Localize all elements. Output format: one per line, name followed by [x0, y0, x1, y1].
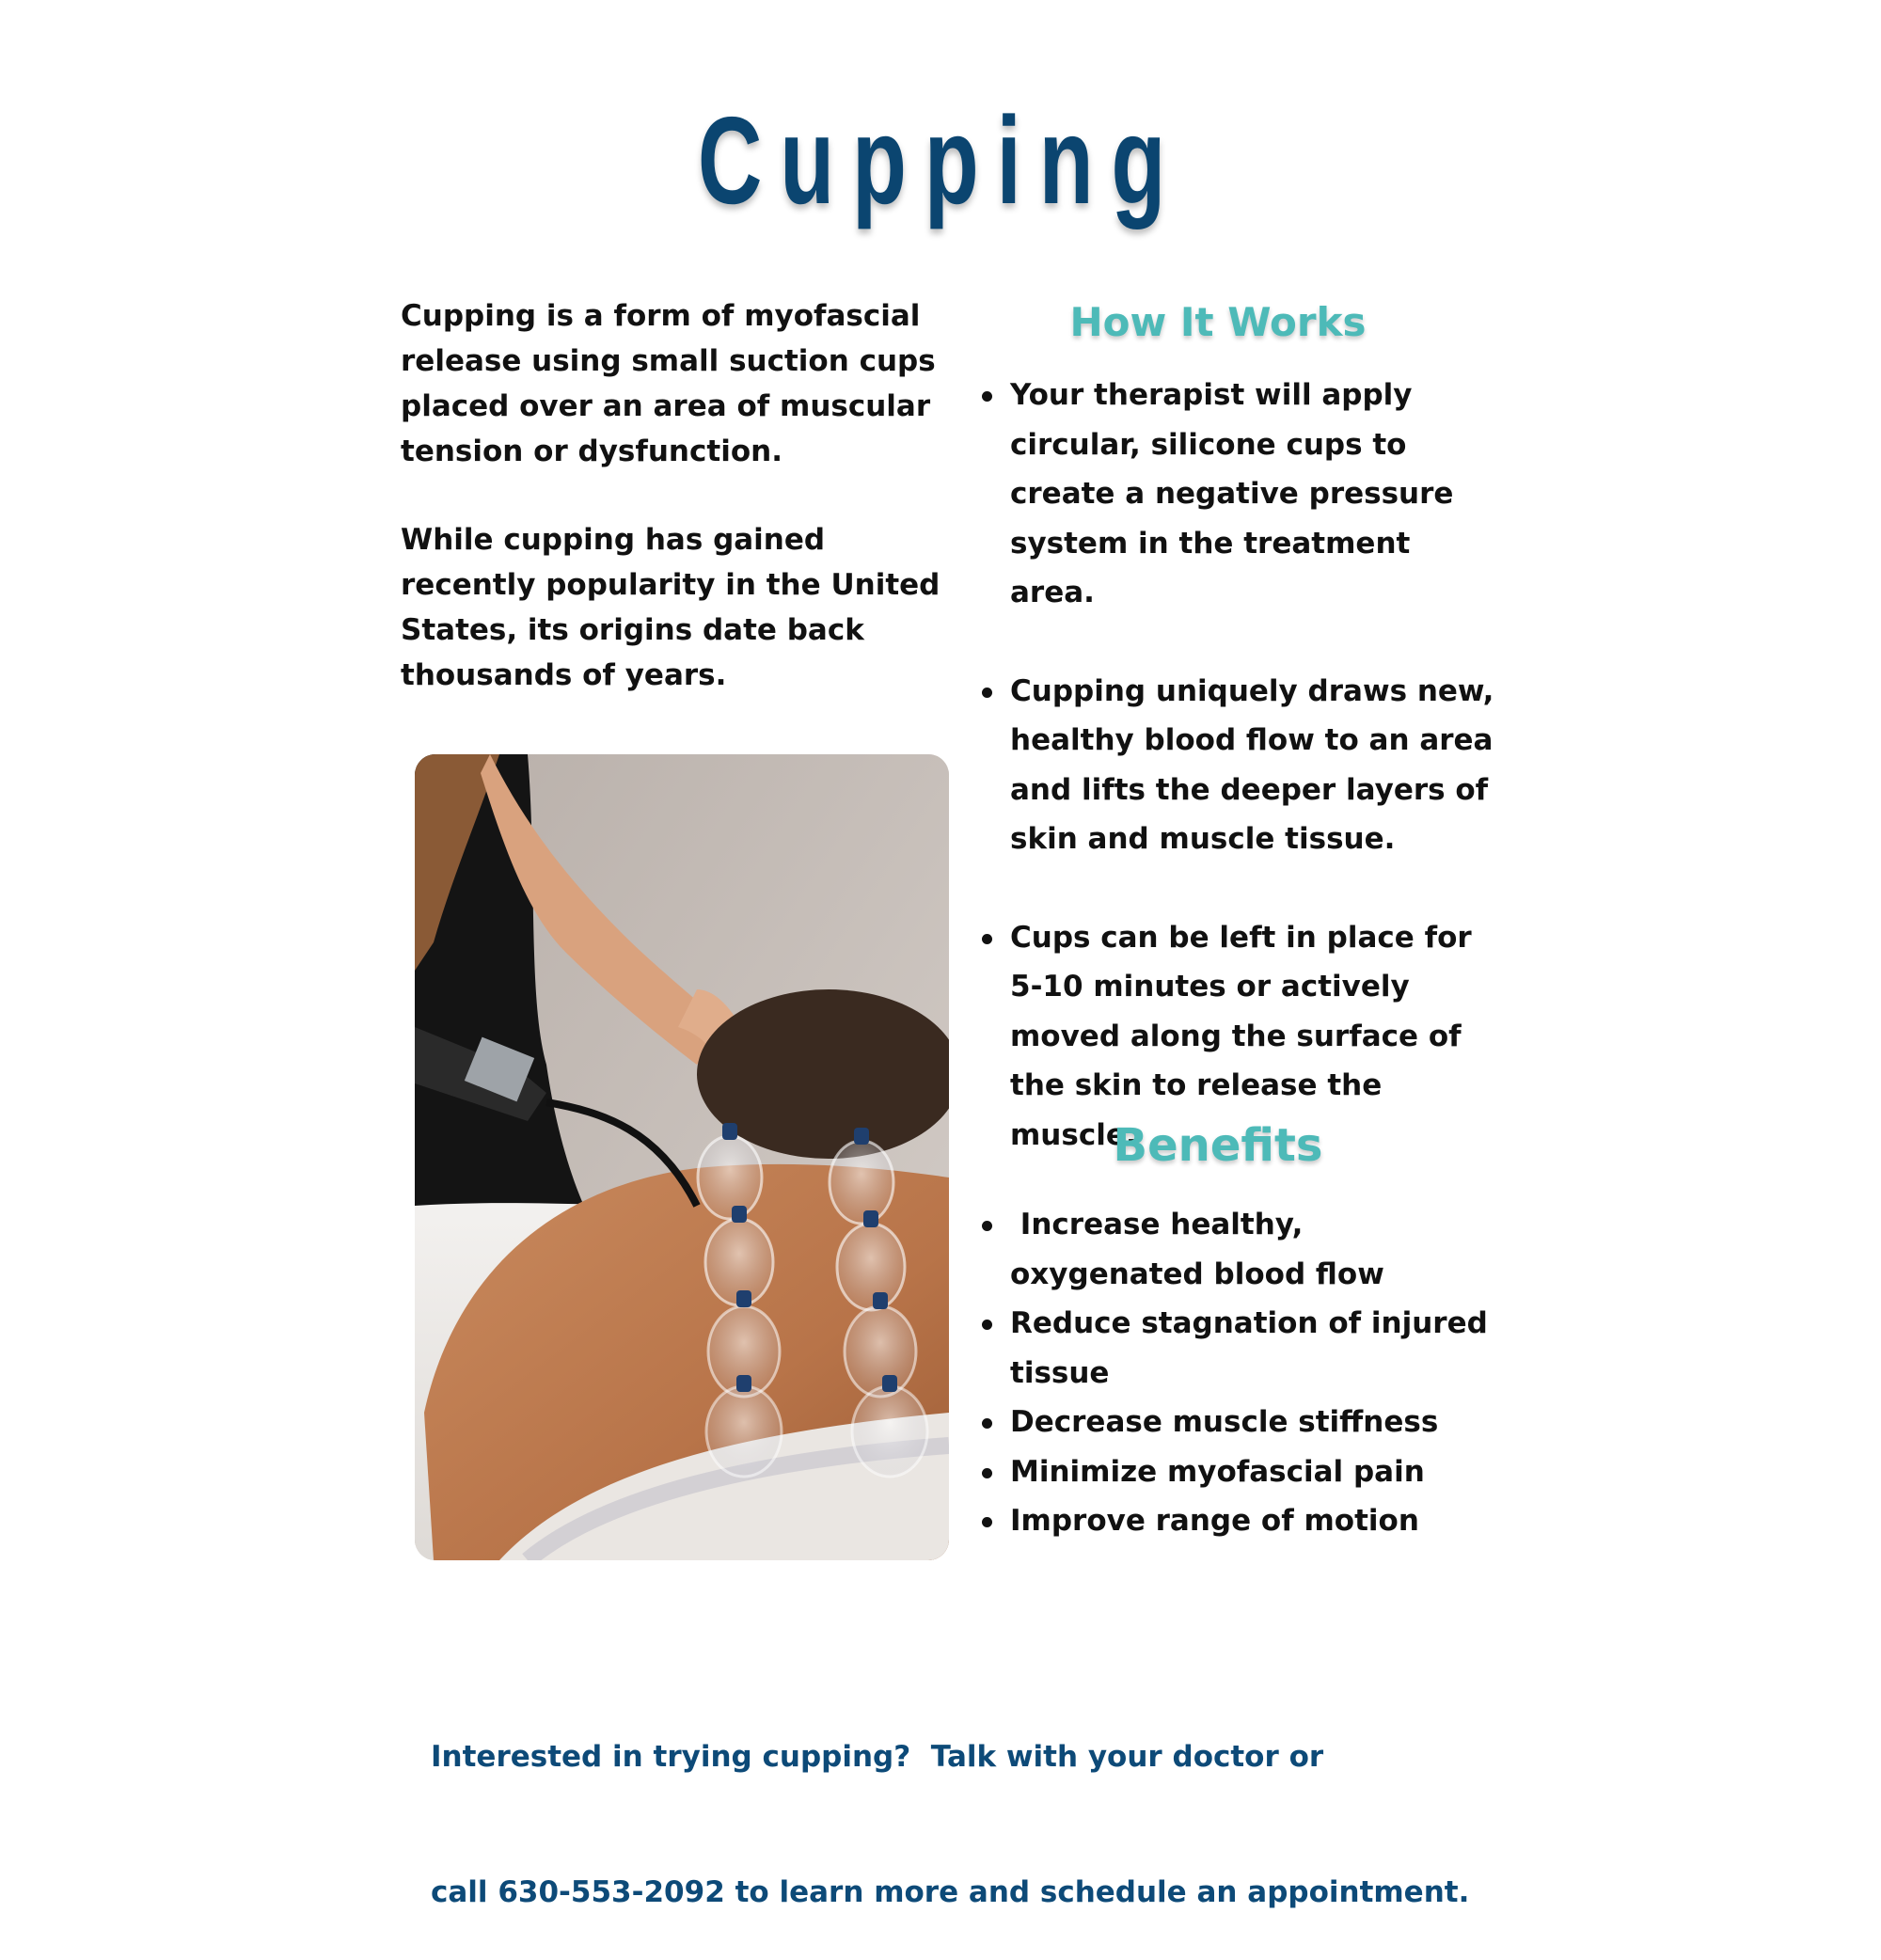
cupping-treatment-photo	[415, 754, 949, 1560]
cupping-photo-illustration	[415, 754, 949, 1560]
call-to-action	[431, 1644, 1559, 1960]
page-title: Cupping	[697, 91, 1184, 229]
how-it-works-heading: How It Works	[1069, 299, 1367, 345]
list-item: Cups can be left in place for 5-10 minutes or actively moved along the surface of the skin to release the muscle.	[978, 913, 1505, 1161]
list-item: Your therapist will apply circular, silicone cups to create a negative pressure system in the treatment area.	[978, 371, 1505, 618]
cta-line-1: Interested in trying cupping? Talk with your doctor or	[431, 1740, 1324, 1774]
list-item: Decrease muscle stiffness	[978, 1398, 1505, 1447]
intro-paragraph-definition: Cupping is a form of myofascial release using small suction cups placed over an area of muscular tension or dysfunction.	[401, 299, 936, 468]
benefits-list	[978, 1200, 1505, 1546]
list-item: Cupping uniquely draws new, healthy blood flow to an area and lifts the deeper layers of skin and muscle tissue.	[978, 667, 1505, 864]
intro-paragraph-history: While cupping has gained recently popularity in the United States, its origins date back thousands of years.	[401, 523, 940, 692]
list-item: Reduce stagnation of injured tissue	[978, 1299, 1505, 1398]
list-item: Increase healthy, oxygenated blood flow	[978, 1200, 1505, 1299]
list-item: Minimize myofascial pain	[978, 1447, 1505, 1497]
cta-line-2: call 630-553-2092 to learn more and schedule an appointment.	[431, 1875, 1470, 1909]
list-item: Improve range of motion	[978, 1496, 1505, 1546]
benefits-heading: Benefits	[1113, 1119, 1323, 1172]
how-it-works-list	[978, 371, 1505, 1209]
